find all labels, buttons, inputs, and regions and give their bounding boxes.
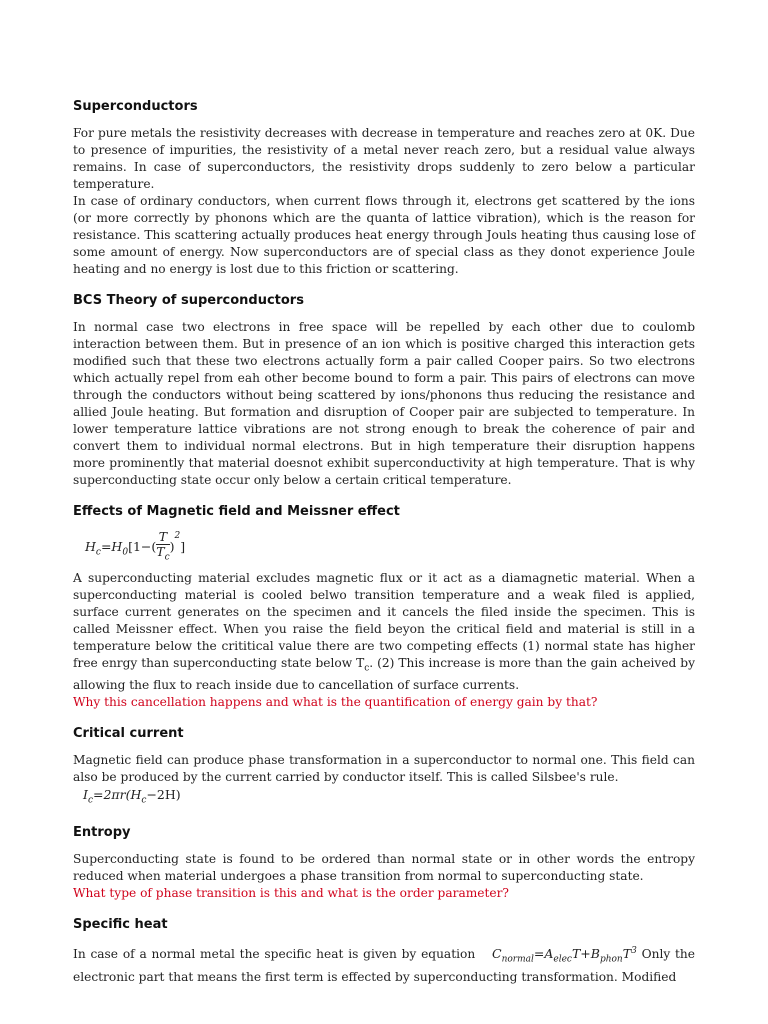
eq-subscript: c (95, 547, 101, 558)
section-title: Entropy (73, 824, 131, 840)
paragraph: In case of ordinary conductors, when current flows through it, electrons get scattered by the ions (or more correctly by phonons which are the quanta of lattice vibration), which is the reason for resistance. This scattering actually produces heat energy through Jouls heating thus causing lose of some amount of energy. Now superconductors are of special class as they donot experience Joule heating and no energy is lost due to this friction or scattering. (73, 194, 695, 276)
eq-fraction (156, 530, 169, 565)
eq-symbol: ] (180, 538, 186, 554)
eq-symbol: I (83, 787, 88, 803)
eq-exponent: 2 (174, 530, 181, 541)
eq-symbol: −2H) (146, 787, 181, 803)
text-run: Only the electronic part that means the first term is effected by superconducting transformation. Modified (73, 947, 695, 984)
document-content (73, 98, 695, 1000)
eq-symbol: =2πr(H (93, 787, 142, 803)
section-bcs-theory (73, 292, 695, 489)
paragraph (73, 752, 695, 810)
paragraph (73, 570, 695, 694)
section-title: Effects of Magnetic field and Meissner effect (73, 504, 400, 519)
eq-symbol: =H (100, 538, 123, 554)
section-title: Superconductors (73, 99, 198, 114)
eq-symbol: =A (533, 946, 554, 962)
section-critical-current (73, 725, 695, 810)
eq-subscript: elec (553, 954, 572, 965)
section-superconductors (73, 98, 695, 278)
eq-exponent: 3 (631, 945, 637, 956)
eq-subscript: c (87, 795, 93, 806)
eq-subscript: 0 (122, 547, 129, 558)
silsbee-equation (83, 787, 181, 806)
question-text: What type of phase transition is this and what is the order parameter? (73, 885, 509, 900)
specific-heat-equation (491, 945, 637, 965)
text-run: . (2) This increase is more than the gain acheived by allowing the flux to reach inside due to cancellation of surface currents. (73, 656, 695, 693)
eq-symbol: [1−( (128, 538, 157, 554)
paragraph: In normal case two electrons in free space will be repelled by each other due to coulomb interaction between them. But in presence of an ion which is positive charged this interaction gets modified such that these two electrons actually form a pair called Cooper pairs. So two electrons which actually repel from eah other become bound to form a pair. This pairs of electrons can move through the conductors without being scattered by ions/phonons thus reducing the resistance and allied Joule heating. But formation and disruption of Cooper pair are subjected to temperature. In lower temperature lattice vibrations are not strong enough to break the coherence of pair and convert them to individual normal electrons. But in high temperature their disruption happens more prominently that material doesnot exhibit superconductivity at high temperature. That is why superconducting state occur only below a certain critical temperature. (73, 320, 695, 487)
paragraph: For pure metals the resistivity decreases with decrease in temperature and reaches zero at 0K. Due to presence of impurities, the resistivity of a metal never reach zero, but a residual value always remains. In case of superconductors, the resistivity drops suddenly to zero below a particular temperature. (73, 126, 695, 191)
eq-symbol: C (491, 946, 502, 962)
eq-subscript: normal (501, 954, 534, 965)
text-run: In case of a normal metal the specific heat is given by equation (73, 947, 476, 962)
section-title: Critical current (73, 726, 184, 742)
section-entropy (73, 824, 695, 902)
section-title: Specific heat (73, 916, 168, 932)
section-meissner-effect (73, 503, 695, 711)
paragraph: Superconducting state is found to be ordered than normal state or in other words the entropy reduced when material undergoes a phase transition from normal to superconducting state. (73, 851, 695, 883)
paragraph (73, 943, 695, 986)
eq-symbol: T+B (571, 946, 600, 962)
section-title: BCS Theory of superconductors (73, 293, 304, 308)
eq-subscript: c (164, 552, 170, 563)
text-subscript: c (364, 663, 370, 674)
eq-symbol: T (622, 946, 632, 962)
eq-symbol: T (156, 544, 165, 559)
eq-numerator: T (156, 530, 169, 545)
eq-subscript: phon (599, 954, 623, 965)
eq-symbol: ) (169, 538, 175, 554)
question-text: Why this cancellation happens and what is the quantification of energy gain by that? (73, 695, 598, 710)
eq-symbol: H (85, 538, 96, 554)
eq-denominator (156, 545, 169, 565)
text-run: Magnetic field can produce phase transformation in a superconductor to normal one. This field can also be produced by the current carried by conductor itself. This is called Silsbee's rule. (73, 753, 695, 785)
section-specific-heat (73, 916, 695, 986)
text-run: A superconducting material excludes magnetic flux or it act as a diamagnetic material. When a superconducting material is cooled belwo transition temperature and a weak filed is applied, surface current generates on the specimen and it cancels the filed inside the specimen. This is called Meissner effect. When you raise the field beyon the critical field and material is still in a temperature below the crititical value there are two competing effects (1) normal state has higher free enrgy than superconducting state below T (73, 571, 695, 670)
critical-field-equation (85, 530, 695, 564)
eq-subscript: c (141, 795, 147, 806)
